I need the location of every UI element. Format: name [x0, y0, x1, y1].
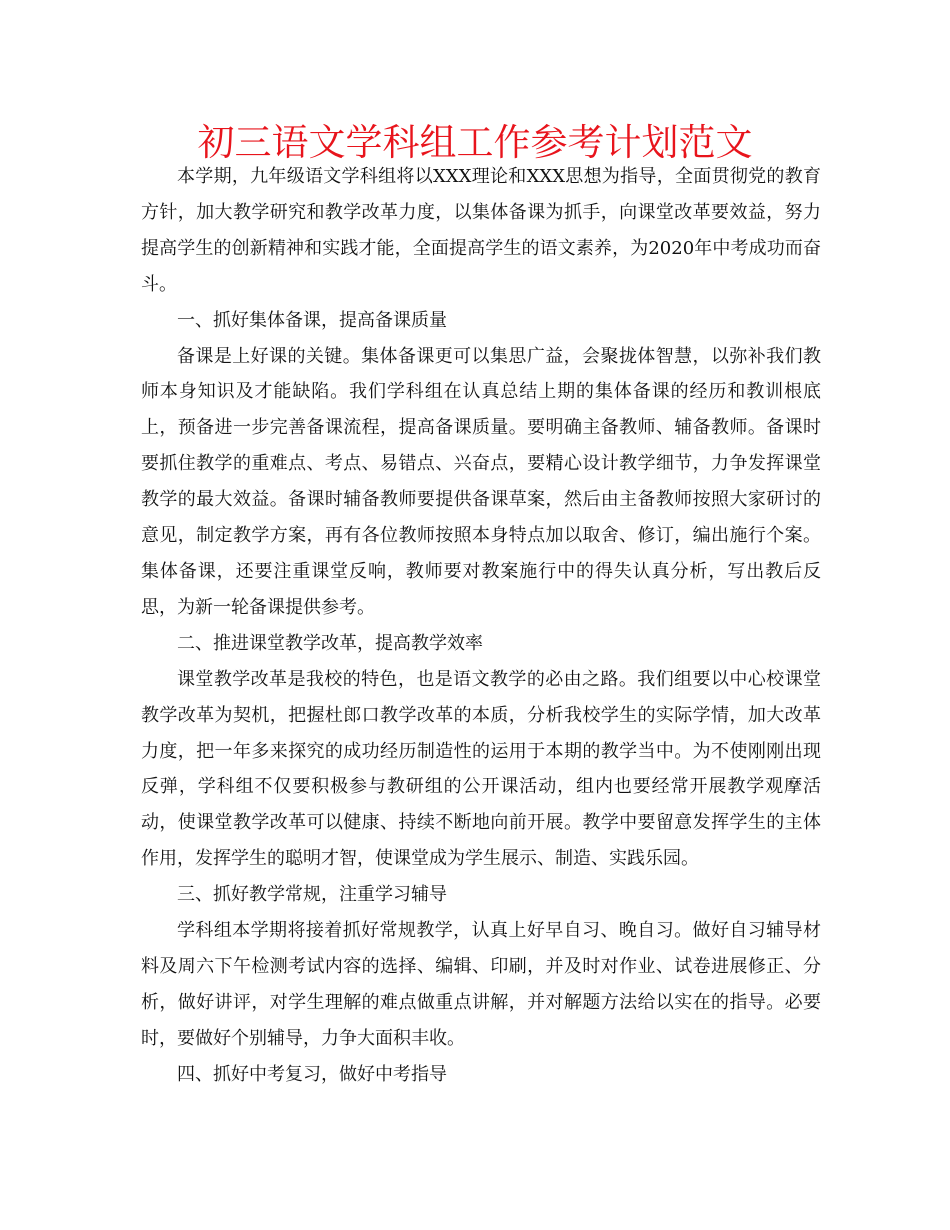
document-body [141, 159, 821, 1093]
intro-paragraph: 本学期，九年级语文学科组将以XXX理论和XXX思想为指导，全面贯彻党的教育方针，加大教学研究和教学改革力度，以集体备课为抓手，向课堂改革要效益，努力提高学生的创新精神和实践才能，全面提高学生的语文素养，为2020年中考成功而奋斗。 [141, 166, 821, 295]
section-heading-2: 二、推进课堂教学改革，提高教学效率 [177, 632, 483, 654]
section-heading-4: 四、抓好中考复习，做好中考指导 [177, 1063, 447, 1085]
section-1-paragraph: 备课是上好课的关键。集体备课更可以集思广益，会聚拢体智慧，以弥补我们教师本身知识及才能缺陷。我们学科组在认真总结上期的集体备课的经历和教训根底上，预备进一步完善备课流程，提高备课质量。要明确主备教师、辅备教师。备课时要抓住教学的重难点、考点、易错点、兴奋点，要精心设计教学细节，力争发挥课堂教学的最大效益。备课时辅备教师要提供备课草案，然后由主备教师按照大家研讨的意见，制定教学方案，再有各位教师按照本身特点加以取舍、修订，编出施行个案。集体备课，还要注重课堂反响，教师要对教案施行中的得失认真分析，写出教后反思，为新一轮备课提供参考。 [141, 345, 821, 618]
document-title: 初三语文学科组工作参考计划范文 [197, 121, 753, 164]
section-3-paragraph: 学科组本学期将接着抓好常规教学，认真上好早自习、晚自习。做好自习辅导材料及周六下午检测考试内容的选择、编辑、印刷，并及时对作业、试卷进展修正、分析，做好讲评，对学生理解的难点做重点讲解，并对解题方法给以实在的指导。必要时，要做好个别辅导，力争大面积丰收。 [141, 920, 821, 1049]
section-heading-1: 一、抓好集体备课，提高备课质量 [177, 309, 447, 331]
section-2-paragraph: 课堂教学改革是我校的特色，也是语文教学的必由之路。我们组要以中心校课堂教学改革为契机，把握杜郎口教学改革的本质，分析我校学生的实际学情，加大改革力度，把一年多来探究的成功经历制造性的运用于本期的教学当中。为不使刚刚出现反弹，学科组不仅要积极参与教研组的公开课活动，组内也要经常开展教学观摩活动，使课堂教学改革可以健康、持续不断地向前开展。教学中要留意发挥学生的主体作用，发挥学生的聪明才智，使课堂成为学生展示、制造、实践乐园。 [141, 668, 821, 870]
section-heading-3: 三、抓好教学常规，注重学习辅导 [177, 884, 447, 906]
